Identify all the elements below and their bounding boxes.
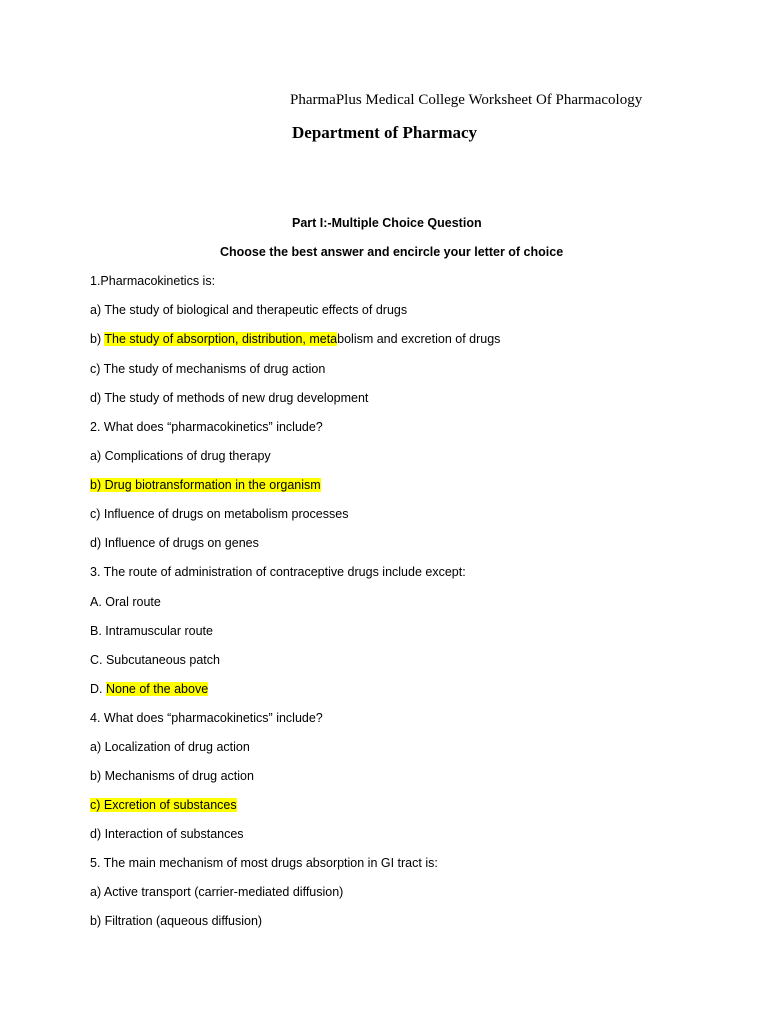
q1-option-d: d) The study of methods of new drug development (90, 391, 369, 405)
question-3-stem: 3. The route of administration of contraceptive drugs include except: (90, 565, 466, 579)
q1-option-b (90, 331, 500, 347)
q1-option-b-prefix: b) (90, 332, 105, 346)
q3-option-a: A. Oral route (90, 595, 161, 609)
question-1-stem: 1.Pharmacokinetics is: (90, 274, 216, 288)
q4-option-c (90, 797, 237, 813)
q2-option-a: a) Complications of drug therapy (90, 449, 271, 463)
q4-option-d: d) Interaction of substances (90, 827, 244, 841)
question-2-stem: 2. What does “pharmacokinetics” include? (90, 420, 323, 434)
q4-option-c-highlight: c) Excretion of substances (90, 798, 237, 812)
q3-option-d (90, 681, 208, 697)
q2-option-b (90, 477, 321, 493)
q1-option-b-highlight: The study of absorption, distribution, meta (104, 332, 338, 346)
q5-option-a: a) Active transport (carrier-mediated diffusion) (90, 885, 344, 899)
q1-option-a: a) The study of biological and therapeutic effects of drugs (90, 303, 408, 317)
department-title: Department of Pharmacy (292, 123, 478, 142)
question-4-stem: 4. What does “pharmacokinetics” include? (90, 711, 323, 725)
q2-option-b-highlight: b) Drug biotransformation in the organism (90, 478, 321, 492)
q2-option-c: c) Influence of drugs on metabolism processes (90, 507, 349, 521)
q4-option-a: a) Localization of drug action (90, 740, 250, 754)
question-5-stem: 5. The main mechanism of most drugs absorption in GI tract is: (90, 856, 438, 870)
q1-option-b-suffix: bolism and excretion of drugs (337, 332, 501, 346)
college-title: PharmaPlus Medical College Worksheet Of Pharmacology (290, 92, 643, 108)
part-title: Part I:-Multiple Choice Question (292, 216, 482, 230)
q3-option-b: B. Intramuscular route (90, 624, 213, 638)
q3-option-c: C. Subcutaneous patch (90, 653, 220, 667)
q4-option-b: b) Mechanisms of drug action (90, 769, 254, 783)
q5-option-b: b) Filtration (aqueous diffusion) (90, 914, 263, 928)
q2-option-d: d) Influence of drugs on genes (90, 536, 259, 550)
q3-option-d-prefix: D. (90, 682, 106, 696)
instruction-text: Choose the best answer and encircle your letter of choice (220, 245, 564, 259)
q1-option-c: c) The study of mechanisms of drug action (90, 362, 326, 376)
q3-option-d-highlight: None of the above (105, 682, 209, 696)
